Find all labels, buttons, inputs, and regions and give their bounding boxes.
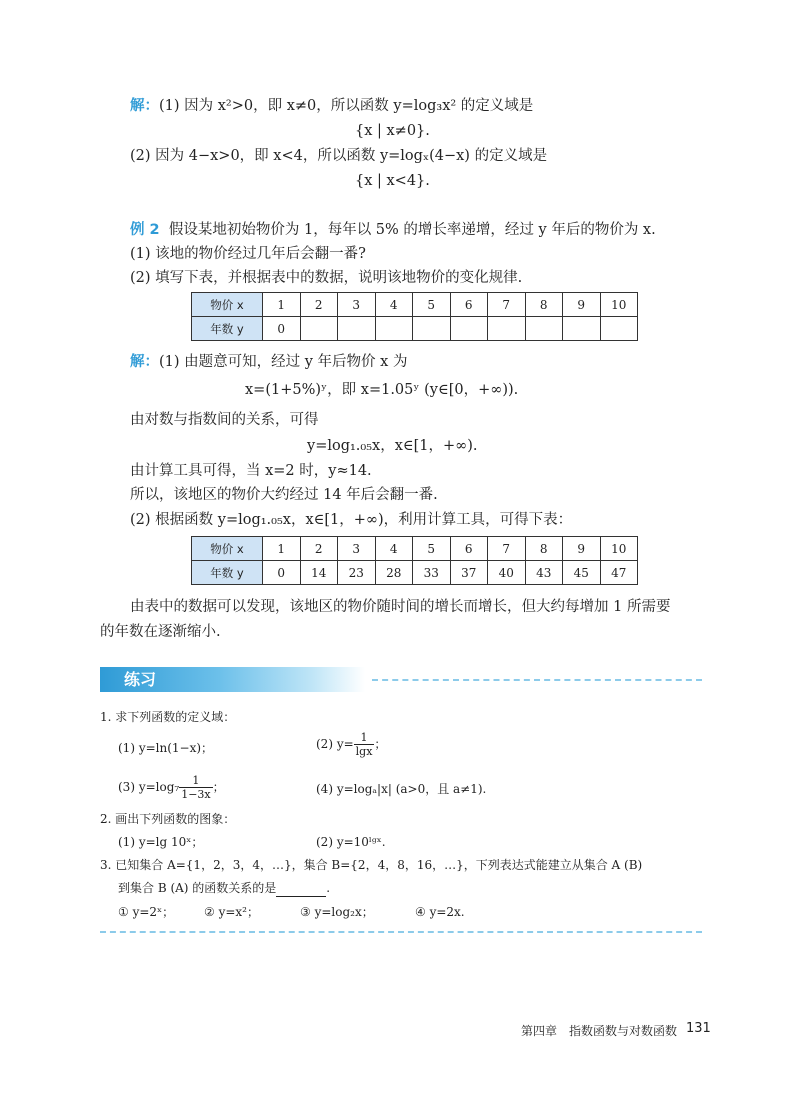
table-header-years: 年数 y	[192, 317, 263, 341]
table-cell: 14	[300, 561, 338, 585]
solution2-line4: 所以，该地区的物价大约经过 14 年后会翻一番.	[130, 487, 438, 503]
table-cell: 8	[525, 537, 563, 561]
example2-q2: (2) 填写下表，并根据表中的数据，说明该地物价的变化规律.	[130, 270, 523, 286]
practice-opt2: ② y=x²；	[204, 905, 259, 919]
solution1-set1: {x | x≠0}.	[355, 123, 430, 139]
solution2-formula2: y=log₁.₀₅x，x∈[1，+∞).	[307, 438, 478, 454]
practice-q1: 1. 求下列函数的定义域：	[100, 710, 236, 724]
page-number: 131	[686, 1021, 711, 1036]
practice-q2a: (1) y=lg 10ˣ；	[118, 835, 204, 849]
solution1-line1: 解：(1) 因为 x²>0，即 x≠0，所以函数 y=log₃x² 的定义域是	[130, 98, 534, 114]
footer-chapter: 第四章 指数函数与对数函数	[521, 1024, 678, 1038]
example-label: 例 2	[130, 222, 160, 238]
answer-blank	[276, 884, 326, 897]
practice-q3-line2: 到集合 B (A) 的函数关系的是 .	[118, 881, 331, 895]
practice-opt3: ③ y=log₂x；	[300, 905, 374, 919]
price-table-filled	[191, 536, 638, 585]
example2-heading: 例 2 假设某地初始物价为 1，每年以 5% 的增长率递增，经过 y 年后的物价为 x.	[130, 222, 656, 238]
table-cell: 4	[375, 537, 413, 561]
practice-q1d: (4) y=logₐ|x| (a>0，且 a≠1).	[316, 782, 487, 796]
solution2-formula1: x=(1+5%)ʸ，即 x=1.05ʸ (y∈[0，+∞)).	[245, 382, 519, 398]
solution2-line1: 解：(1) 由题意可知，经过 y 年后物价 x 为	[130, 354, 408, 370]
table-header-price: 物价 x	[192, 537, 263, 561]
example2-q1: (1) 该地的物价经过几年后会翻一番?	[130, 246, 366, 262]
solution-label: 解：	[130, 354, 159, 370]
table-cell: 37	[450, 561, 488, 585]
table-header-price: 物价 x	[192, 293, 263, 317]
table-row	[192, 317, 638, 341]
divider-dashed-bottom	[100, 931, 702, 933]
table-cell: 0	[263, 561, 301, 585]
practice-q3-line1: 3. 已知集合 A={1，2，3，4，…}，集合 B={2，4，8，16，…}，下列表达式能建立从集合 A (B)	[100, 858, 643, 872]
practice-opt1: ① y=2ˣ；	[118, 905, 175, 919]
practice-title: 练习	[124, 670, 157, 689]
table-cell	[525, 317, 563, 341]
table-cell: 43	[525, 561, 563, 585]
table-row	[192, 293, 638, 317]
table-cell: 2	[300, 293, 338, 317]
solution-label: 解：	[130, 98, 159, 114]
table-cell: 6	[450, 537, 488, 561]
price-table-empty	[191, 292, 638, 341]
table-cell	[563, 317, 601, 341]
table-cell	[450, 317, 488, 341]
fraction: $\frac{1}{1-3x}$	[181, 774, 211, 801]
table-cell: 3	[338, 293, 376, 317]
table-header-years: 年数 y	[192, 561, 263, 585]
table-cell: 23	[338, 561, 376, 585]
table-cell: 5	[413, 293, 451, 317]
table-cell	[338, 317, 376, 341]
practice-q1b: (2) y= $\frac{1}{\lg x}$ ；	[316, 731, 387, 758]
solution1-line3: (2) 因为 4−x>0，即 x<4，所以函数 y=logₓ(4−x) 的定义域是	[130, 148, 548, 164]
solution2-line2: 由对数与指数间的关系，可得	[130, 412, 319, 428]
table-cell	[375, 317, 413, 341]
table-cell: 28	[375, 561, 413, 585]
conclusion-line1: 由表中的数据可以发现，该地区的物价随时间的增长而增长，但大约每增加 1 所需要	[130, 599, 671, 615]
table-row	[192, 561, 638, 585]
table-cell: 5	[413, 537, 451, 561]
table-cell	[300, 317, 338, 341]
divider-dashed	[372, 679, 702, 681]
conclusion-line2: 的年数在逐渐缩小.	[100, 624, 221, 640]
table-cell: 8	[525, 293, 563, 317]
table-cell: 7	[488, 537, 526, 561]
table-cell	[600, 317, 638, 341]
table-cell: 6	[450, 293, 488, 317]
table-cell: 33	[413, 561, 451, 585]
fraction: $\frac{1}{\lg x}$	[355, 731, 373, 758]
table-cell: 1	[263, 293, 301, 317]
table-cell: 3	[338, 537, 376, 561]
table-cell: 2	[300, 537, 338, 561]
table-row	[192, 537, 638, 561]
table-cell: 47	[600, 561, 638, 585]
table-cell	[413, 317, 451, 341]
table-cell: 40	[488, 561, 526, 585]
table-cell: 10	[600, 537, 638, 561]
practice-q2b: (2) y=10ˡᵍˣ.	[316, 835, 386, 849]
table-cell: 9	[563, 537, 601, 561]
practice-q2: 2. 画出下列函数的图象：	[100, 812, 236, 826]
table-cell: 1	[263, 537, 301, 561]
table-cell: 9	[563, 293, 601, 317]
solution2-line3: 由计算工具可得，当 x=2 时，y≈14.	[130, 463, 372, 479]
table-cell: 0	[263, 317, 301, 341]
solution1-set2: {x | x<4}.	[355, 173, 430, 189]
table-cell: 7	[488, 293, 526, 317]
practice-q1a: (1) y=ln(1−x)；	[118, 741, 214, 755]
table-cell: 4	[375, 293, 413, 317]
table-cell: 45	[563, 561, 601, 585]
table-cell	[488, 317, 526, 341]
practice-opt4: ④ y=2x.	[415, 905, 465, 919]
table-cell: 10	[600, 293, 638, 317]
solution2-line5: (2) 根据函数 y=log₁.₀₅x，x∈[1，+∞)，利用计算工具，可得下表：	[130, 512, 573, 528]
practice-q1c: (3) y=log₇ $\frac{1}{1-3x}$ ；	[118, 774, 225, 801]
